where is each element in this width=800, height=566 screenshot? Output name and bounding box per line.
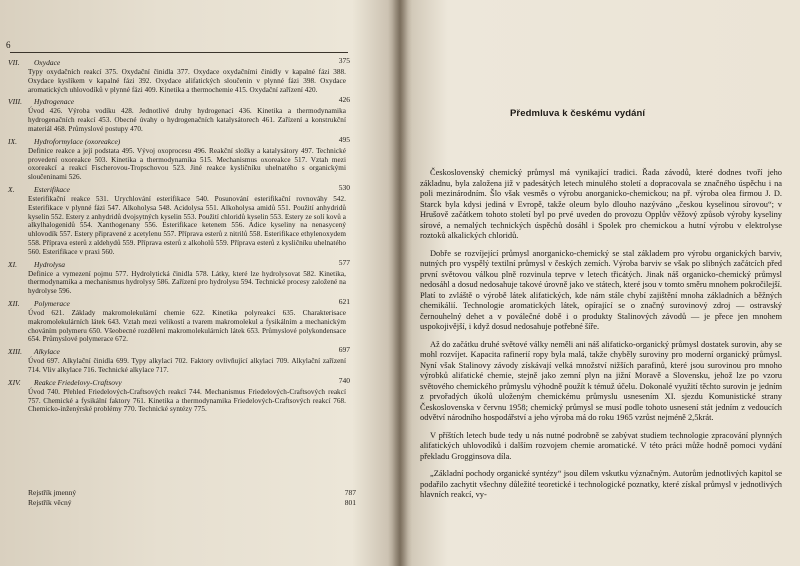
toc-section <box>0 134 372 182</box>
chapter-title: Polymerace <box>34 298 70 308</box>
toc-page-number: 426 <box>338 95 350 105</box>
chapter-topics: Úvod 697. Alkylační činidla 699. Typy alkylací 702. Faktory ovlivňující alkylaci 709. Alkylační zařízení 714. Vliv alkylace 716. Technické alkylace 717. <box>28 357 346 374</box>
toc-page-number: 697 <box>338 345 350 355</box>
toc-heading <box>0 97 372 107</box>
chapter-number: XIV. <box>8 377 21 387</box>
preface-paragraph: V příštích letech bude tedy u nás nutné podrobně se zabývat studiem technologie zpracování plynných alifatických uhlovodíků i dalším rozvojem chemie aromatické. V této práci může hodně pomoci vydání překladu Grogginsova díla. <box>420 430 782 461</box>
chapter-topics: Úvod 740. Přehled Friedelových-Craftsových reakcí 744. Mechanismus Friedelových-Craftsových reakcí 757. Chemické a fysikální faktory 761. Kinetika a thermodynamika Friedelových-Craftsových reakcí 768. Chemicko-inženýrské problémy 770. Technické syntézy 775. <box>28 387 346 414</box>
chapter-topics: Typy oxydačních reakcí 375. Oxydační činidla 377. Oxydace oxydačními činidly v kapalné fázi 388. Oxydace kyslíkem v kapalné fázi 392. Oxydace alifatických sloučenin v plynné fázi 398. Oxydace aromatických uhlovodíků v plynné fázi 409. Kinetika a thermochemie 415. Oxydační zařízení 420. <box>28 68 346 94</box>
chapter-topics: Esterifikační reakce 531. Urychlování esterifikace 540. Posunování esterifikační rovnováhy 542. Esterifikace v plynné fázi 547. Alkoholysa 548. Acidolysa 551. Alkoholysa amidů 551. Použití anhydridů kyselin 552. Estery z anhydridů dvojsytných kyselin 553. Použití chloridů kyselin 553. Estery ze solí kovů a alkylhalogenidů 554. Xanthogenany 556. Esterifikace ketenem 556. Adice kyseliny na nenasycený uhlovodík 557. Estery připravené z acetylenu 557. Příprava esterů z nitrilů 558. Esterifikace ethylenoxydem 558. Příprava esterů z aldehydů 559. Příprava esterů z alkoholů 559. Příprava esterů z kysličníku uhelnatého 560. Esterifikace v praxi 560. <box>28 194 346 256</box>
index-page-number: 787 <box>344 488 356 497</box>
toc-list <box>0 58 372 417</box>
index-label: Rejstřík jmenný <box>28 488 77 497</box>
chapter-title: Alkylace <box>34 347 60 357</box>
toc-heading <box>0 375 372 388</box>
chapter-title: Hydrolysa <box>34 259 65 269</box>
left-page-contents <box>0 0 372 566</box>
chapter-number: XIII. <box>8 347 22 357</box>
toc-page-number: 740 <box>338 375 350 385</box>
toc-page-number: 375 <box>338 56 350 65</box>
chapter-number: IX. <box>8 136 17 146</box>
chapter-number: XII. <box>8 298 20 308</box>
toc-page-number: 621 <box>338 296 350 306</box>
preface-paragraph: „Základní pochody organické syntézy“ jsou dílem vskutku význačným. Autorům jednotlivých kapitol se podařilo zachytit všechny důležité teoretické i technologické poznatky, které získal průmysl v jednotlivých hlavních reakcí, vy- <box>420 469 782 499</box>
toc-section <box>0 257 372 296</box>
right-page-preface <box>400 0 800 566</box>
chapter-topics: Definice reakce a její podstata 495. Vývoj oxoprocesu 496. Reakční složky a katalysátory 497. Technické provedení oxoreakce 503. Kinetika a thermodynamika 515. Mechanismus oxoreakce 517. Vztah mezi oxoreakcí a reakcí Fischerovou-Tropschovou 523. Jiné reakce kysličníku uhelnatého s organickými sloučeninami 526. <box>28 146 346 182</box>
toc-heading <box>0 134 372 147</box>
toc-page-number: 495 <box>338 134 350 144</box>
toc-section <box>0 296 372 344</box>
top-rule <box>10 52 348 53</box>
toc-heading <box>0 58 372 68</box>
chapter-topics: Úvod 426. Výroba vodíku 428. Jednotlivé druhy hydrogenací 436. Kinetika a thermodynamika hydrogenačních reakcí 453. Obecné úvahy o hydrogenačních katalysátorech 461. Zařízení a konstrukční materiál 468. Průmyslové postupy 470. <box>28 107 346 133</box>
index-page-number: 801 <box>344 498 356 507</box>
toc-section <box>0 347 372 375</box>
preface-body <box>420 168 782 508</box>
index-label: Rejstřík věcný <box>28 498 72 507</box>
index-entry <box>28 498 356 508</box>
page-marker: 6 <box>6 40 11 50</box>
toc-page-number: 577 <box>338 257 350 267</box>
chapter-number: VIII. <box>8 97 22 107</box>
chapter-title: Hydrogenace <box>34 97 75 107</box>
chapter-title: Hydroformylace (oxoreakce) <box>34 136 121 146</box>
toc-heading <box>0 347 372 357</box>
chapter-title: Esterifikace <box>34 184 70 194</box>
chapter-title: Reakce Friedelovy-Craftsovy <box>34 377 122 387</box>
toc-heading <box>0 257 372 270</box>
toc-page-number: 530 <box>338 182 350 192</box>
index-list <box>28 488 356 508</box>
chapter-number: VII. <box>8 58 20 67</box>
toc-section <box>0 58 372 94</box>
preface-title: Předmluva k českému vydání <box>510 108 646 119</box>
chapter-topics: Definice a vymezení pojmu 577. Hydrolytická činidla 578. Látky, které lze hydrolysovat 582. Kinetika, thermodynamika a mechanismus hydrolysy 586. Zařízení pro hydrolysu 594. Technické procesy založené na hydrolyse 596. <box>28 269 346 296</box>
index-entry <box>28 488 356 498</box>
preface-paragraph: Dobře se rozvíjející průmysl anorganicko-chemický se stal základem pro výrobu organických barviv, nutných pro vyspělý textilní průmysl v českých zemích. Výroba barviv se však po slibných začátcích před první světovou válkou plně rozvinula teprve v letech třicátých. Jinak náš organicko-chemický průmysl nedosáhl a dosud nedosahuje takové úrovně jako ve státech, které jsou v tomto směru mnohem pokročilejší. Platí to zvláště o výrobě látek alifatických, kde nám stále chybí zajištění mnoha základních a běžných chemikálií. Technologie aromatických látek, opírající se o značný surovinový zdroj — ostravský černouhelný dehet a v poválečné době i o produkty Stalinových závodů — je přece jen mnohem uspokojivější, i když dosud nedosahuje potřebné šíře. <box>420 248 782 331</box>
preface-paragraph: Československý chemický průmysl má vynikající tradici. Řada závodů, které dodnes tvoří jeho základnu, byla založena již v padesátých letech minulého století a dopracovala se značného úspěchu i na poli mezinárodním. Šlo však vesměs o výrobu anorganicko-chemickou; na př. výroba olea firmou J. D. Starck byla kdysi jediná v Evropě, takže oleum bylo dlouho nazýváno „českou kyselinou sírovou“; v Hrušově začátkem tohoto století byl po prvé uveden do provozu Opplův věžový způsob výroby kyseliny sírové, a nemalých technických úspěchů dosáhl i Spolek pro chemickou a hutní výrobu v elektrolyse roztoků alkalických chloridů. <box>420 168 782 240</box>
toc-heading <box>0 296 372 309</box>
toc-section <box>0 182 372 257</box>
toc-section <box>0 97 372 133</box>
preface-paragraph: Až do začátku druhé světové války neměli ani náš alifaticko-organický průmysl dostatek surovin, aby se mohl rozvíjet. Kapacita rafinerií ropy byla malá, takže chyběly suroviny pro moderní organický průmysl. Nyní však Stalinovy závody získávají velká množství nižších parafinů, které jsou surovinou pro mnoho výrobků alifatické chemie, stejně jako zemní plyn na jižní Moravě a Slovensku, jehož lze po vzoru světového chemického průmyslu výhodně použít k témuž účelu. Dokonalé využití těchto surovin je jedním z prvořadých úkolů uloženým chemickému průmyslu usnesením XI. sjezdu Komunistické strany Československa v červnu 1958; chemický průmysl se musí podle tohoto usnesení stát jedním z vedoucích odvětví národního hospodářství a jeho výroba má do roku 1965 vzrůst nejméně 2,5krát. <box>420 339 782 422</box>
toc-heading <box>0 182 372 195</box>
chapter-number: X. <box>8 184 15 194</box>
chapter-topics: Úvod 621. Základy makromolekulární chemie 622. Kinetika polyreakcí 635. Charakterisace makromolekulárních látek 643. Vztah mezi velikostí a tvarem makromolekul a fysikálním a mechanickým chováním polymeru 650. Všeobecné rozdělení makromolekulárních látek 653. Průmyslové polykondensace 654. Průmyslové polymerace 672. <box>28 308 346 344</box>
toc-section <box>0 375 372 414</box>
chapter-number: XI. <box>8 259 17 269</box>
chapter-title: Oxydace <box>34 58 61 67</box>
